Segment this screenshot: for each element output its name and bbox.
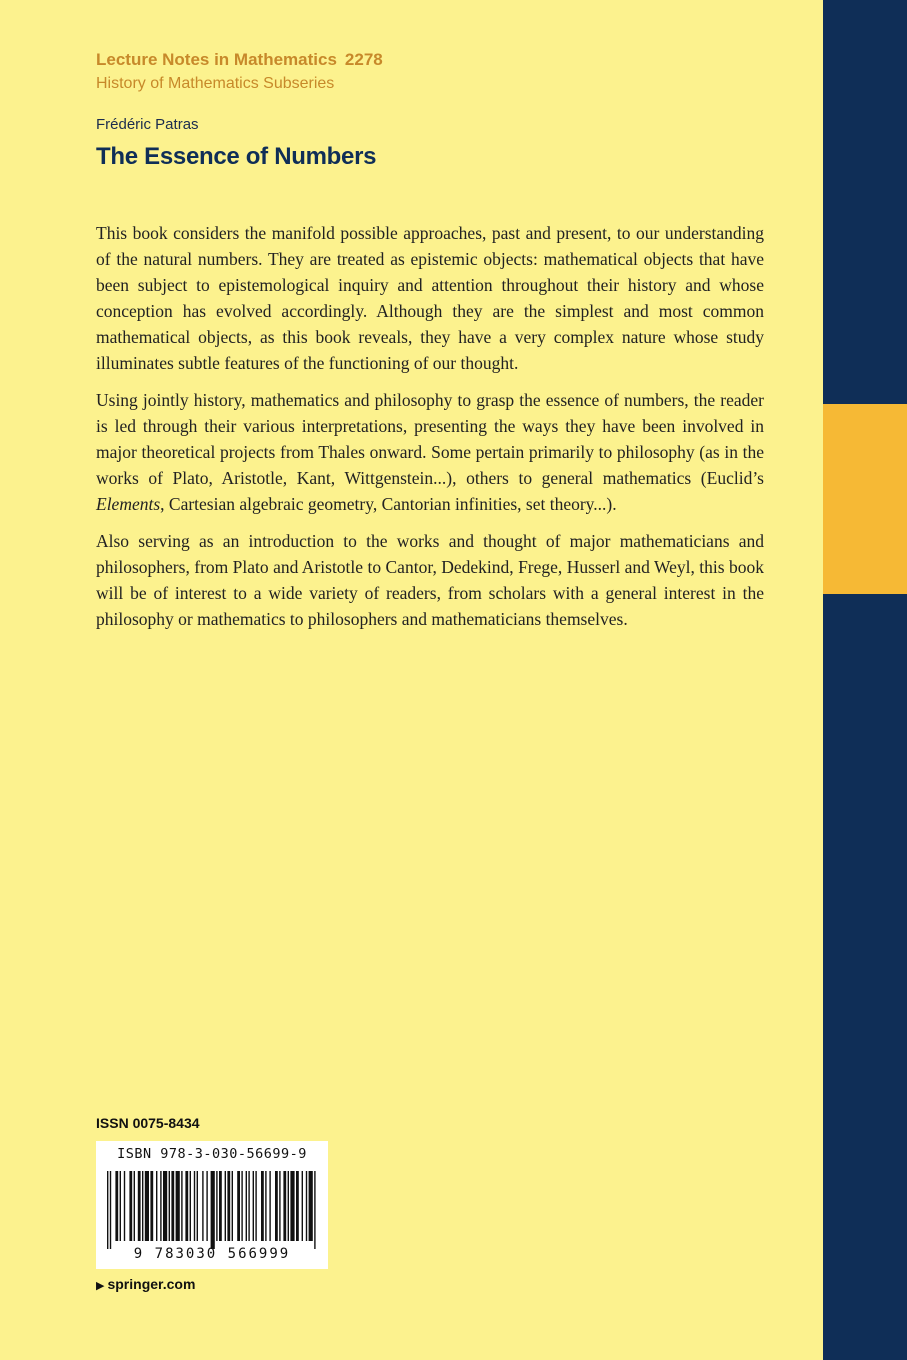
barcode-bar xyxy=(275,1171,278,1241)
cover-spine-band xyxy=(823,0,907,1360)
series-volume: 2278 xyxy=(344,50,383,69)
right-triangle-arrow-icon: ▶ xyxy=(96,1280,105,1292)
isbn-barcode xyxy=(96,1141,328,1269)
isbn-label: ISBN 978-3-030-56699-9 xyxy=(117,1146,307,1162)
barcode-bar xyxy=(138,1171,141,1241)
author-name: Frédéric Patras xyxy=(96,116,199,133)
blurb xyxy=(96,220,764,643)
barcode-bar xyxy=(302,1171,303,1241)
blurb-paragraph-2 xyxy=(96,387,764,517)
barcode-bar xyxy=(171,1171,174,1241)
barcode-bar xyxy=(160,1171,161,1241)
barcode-bar xyxy=(309,1171,313,1241)
barcode-bar xyxy=(314,1171,315,1249)
barcode-bar xyxy=(124,1171,125,1241)
barcode-bar xyxy=(232,1171,233,1241)
barcode-bar xyxy=(241,1171,242,1241)
series-line xyxy=(96,48,383,72)
barcode-bar xyxy=(227,1171,230,1241)
barcode-bar xyxy=(279,1171,280,1241)
blurb-paragraph-2-part-1: Using jointly history, mathematics and philosophy to grasp the essence of numbers, the reader is led through their various interpretations, presenting the ways they have been involved in major theoretical projects from Thales onward. Some pertain primarily to philosophy (as in the works of Plato, Aristotle, Kant, Wittgenstein...), others to general mathematics (Euclid’s xyxy=(96,390,764,488)
barcode-bar xyxy=(197,1171,198,1241)
barcode-bar xyxy=(150,1171,153,1241)
barcode-bar xyxy=(253,1171,254,1241)
barcode-bar xyxy=(145,1171,149,1241)
publisher-link-text: springer.com xyxy=(107,1276,196,1292)
barcode-bar xyxy=(142,1171,143,1241)
barcode-bar xyxy=(246,1171,247,1241)
barcode-bar xyxy=(216,1171,217,1241)
cover-spine-accent xyxy=(823,404,907,594)
barcode-bar xyxy=(115,1171,118,1241)
barcode-bar xyxy=(120,1171,121,1241)
barcode-bar xyxy=(248,1171,249,1241)
book-title: The Essence of Numbers xyxy=(96,143,377,170)
barcode-bar xyxy=(225,1171,226,1241)
barcode-bar xyxy=(219,1171,222,1241)
barcode-bar xyxy=(211,1171,215,1249)
barcode-bar xyxy=(185,1171,188,1241)
barcode-bar xyxy=(296,1171,299,1241)
barcode-bar xyxy=(269,1171,270,1241)
publisher-link[interactable] xyxy=(96,1276,195,1292)
barcode-bar xyxy=(255,1171,256,1241)
barcode-bar xyxy=(261,1171,264,1241)
barcode-bar xyxy=(288,1171,289,1241)
barcode-bar xyxy=(194,1171,195,1241)
barcode-bar xyxy=(163,1171,167,1241)
series-header xyxy=(96,48,383,96)
barcode-bar xyxy=(265,1171,266,1241)
ean-digits: 9 783030 566999 xyxy=(133,1246,291,1262)
blurb-paragraph-3: Also serving as an introduction to the works and thought of major mathematicians and philosophers, from Plato and Aristotle to Cantor, Dedekind, Frege, Husserl and Weyl, this book will be of interest to a wide variety of readers, from scholars with a general interest in the philosophy or mathematics to philosophers and mathematicians themselves. xyxy=(96,531,764,629)
blurb-paragraph-1: This book considers the manifold possible approaches, past and present, to our understanding of the natural numbers. They are treated as epistemic objects: mathematical objects that have been subject to epistemological inquiry and attention throughout their history and whose conception has evolved accordingly. Although they are the simplest and most common mathematical objects, as this book reveals, they have a very complex nature whose study illuminates subtle features of the functioning of our thought. xyxy=(96,223,764,373)
barcode-bar xyxy=(169,1171,170,1241)
issn: ISSN 0075-8434 xyxy=(96,1115,200,1131)
barcode-bar xyxy=(237,1171,240,1241)
barcode-bar xyxy=(176,1171,180,1241)
barcode-bar xyxy=(129,1171,132,1241)
elements-italic: Elements xyxy=(96,494,161,514)
barcode-bar xyxy=(283,1171,286,1241)
barcode-bar xyxy=(134,1171,135,1241)
barcode-bar xyxy=(107,1171,108,1249)
barcode-bar xyxy=(306,1171,307,1241)
barcode-bar xyxy=(206,1171,207,1241)
barcode-bar xyxy=(290,1171,294,1241)
barcode-bars xyxy=(106,1171,318,1249)
blurb-paragraph-2-part-2: , Cartesian algebraic geometry, Cantorian infinities, set theory...). xyxy=(160,494,617,514)
barcode-bar xyxy=(156,1171,157,1241)
barcode-bar xyxy=(190,1171,191,1241)
barcode-bar xyxy=(110,1171,111,1249)
subseries-name: History of Mathematics Subseries xyxy=(96,75,335,92)
series-name: Lecture Notes in Mathematics xyxy=(96,50,337,69)
barcode-bar xyxy=(181,1171,182,1241)
barcode-bar xyxy=(202,1171,203,1241)
